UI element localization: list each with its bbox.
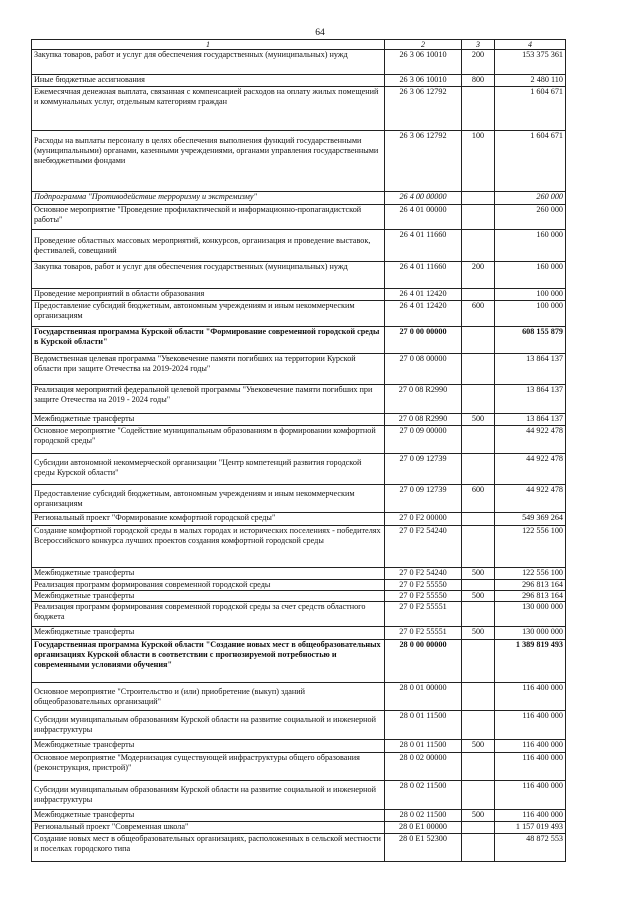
row-expense-type xyxy=(462,327,495,354)
row-expense-type xyxy=(462,526,495,568)
row-amount: 116 400 000 xyxy=(495,711,566,740)
column-number: 2 xyxy=(385,40,462,50)
table-row xyxy=(32,192,566,205)
row-code: 27 0 F2 55550 xyxy=(385,591,462,602)
column-number-row xyxy=(32,40,566,50)
row-amount: 44 922 478 xyxy=(495,454,566,485)
row-name: Проведение областных массовых мероприятий, конкурсов, организация и проведение выставок, фестивалей, совещаний xyxy=(32,230,385,262)
row-name: Субсидии муниципальным образованиям Курской области на развитие социальной и инженерной инфраструктуры xyxy=(32,781,385,810)
row-amount: 130 000 000 xyxy=(495,602,566,627)
table-row xyxy=(32,289,566,301)
row-expense-type xyxy=(462,711,495,740)
row-expense-type xyxy=(462,192,495,205)
row-name: Реализация мероприятий федеральной целевой программы "Увековечение памяти погибших при защите Отечества на 2019 - 2024 годы" xyxy=(32,385,385,414)
row-name: Ежемесячная денежная выплата, связанная с компенсацией расходов на оплату жилых помещений и коммунальных услуг, отдельным категориям граждан xyxy=(32,87,385,131)
row-amount: 13 864 137 xyxy=(495,385,566,414)
row-amount: 100 000 xyxy=(495,301,566,327)
row-amount: 153 375 361 xyxy=(495,50,566,75)
table-row xyxy=(32,301,566,327)
row-amount: 116 400 000 xyxy=(495,810,566,822)
table-row xyxy=(32,131,566,192)
table-row xyxy=(32,627,566,640)
table-row xyxy=(32,454,566,485)
row-expense-type: 600 xyxy=(462,485,495,513)
table-row xyxy=(32,640,566,683)
row-amount: 116 400 000 xyxy=(495,781,566,810)
row-name: Расходы на выплаты персоналу в целях обеспечения выполнения функций государственными (муниципальными) органами, казенными учреждениями, органами управления государственными внебюджетными фондами xyxy=(32,131,385,192)
row-name: Субсидии муниципальным образованиям Курской области на развитие социальной и инженерной инфраструктуры xyxy=(32,711,385,740)
row-name: Реализация программ формирования современной городской среды за счет средств областного бюджета xyxy=(32,602,385,627)
table-row xyxy=(32,602,566,627)
row-name: Основное мероприятие "Модернизация существующей инфраструктуры общего образования (реконструкция, пристрой)" xyxy=(32,753,385,781)
row-expense-type xyxy=(462,640,495,683)
row-expense-type xyxy=(462,205,495,230)
row-code: 26 4 01 00000 xyxy=(385,205,462,230)
row-code: 28 0 02 11500 xyxy=(385,810,462,822)
table-row xyxy=(32,810,566,822)
row-expense-type: 100 xyxy=(462,131,495,192)
row-name: Субсидии автономной некоммерческой организации "Центр компетенций развития городской среды Курской области" xyxy=(32,454,385,485)
column-number: 1 xyxy=(32,40,385,50)
page-number: 64 xyxy=(315,28,325,38)
row-code: 28 0 00 00000 xyxy=(385,640,462,683)
row-name: Иные бюджетные ассигнования xyxy=(32,75,385,87)
row-code: 27 0 08 R2990 xyxy=(385,414,462,426)
row-code: 27 0 F2 54240 xyxy=(385,568,462,580)
row-code: 26 3 06 10010 xyxy=(385,50,462,75)
row-amount: 260 000 xyxy=(495,205,566,230)
row-name: Основное мероприятие "Содействие муниципальным образованиям в формировании комфортной городской среды" xyxy=(32,426,385,454)
row-name: Межбюджетные трансферты xyxy=(32,568,385,580)
row-code: 27 0 F2 55550 xyxy=(385,580,462,591)
row-code: 27 0 08 00000 xyxy=(385,354,462,385)
row-expense-type xyxy=(462,426,495,454)
row-expense-type xyxy=(462,230,495,262)
row-name: Предоставление субсидий бюджетным, автономным учреждениям и иным некоммерческим организациям xyxy=(32,301,385,327)
table-row xyxy=(32,834,566,862)
row-code: 27 0 F2 55551 xyxy=(385,602,462,627)
row-code: 28 0 01 00000 xyxy=(385,683,462,711)
table-row xyxy=(32,385,566,414)
row-expense-type: 500 xyxy=(462,591,495,602)
row-expense-type: 500 xyxy=(462,740,495,753)
row-code: 28 0 01 11500 xyxy=(385,711,462,740)
row-code: 28 0 E1 52300 xyxy=(385,834,462,862)
row-name: Межбюджетные трансферты xyxy=(32,810,385,822)
table-row xyxy=(32,354,566,385)
row-expense-type: 500 xyxy=(462,568,495,580)
row-amount: 296 813 164 xyxy=(495,591,566,602)
row-amount: 608 155 879 xyxy=(495,327,566,354)
row-code: 27 0 09 00000 xyxy=(385,426,462,454)
row-code: 26 4 01 12420 xyxy=(385,289,462,301)
row-amount: 122 556 100 xyxy=(495,568,566,580)
row-expense-type xyxy=(462,781,495,810)
row-amount: 549 369 264 xyxy=(495,513,566,526)
row-code: 28 0 02 00000 xyxy=(385,753,462,781)
row-amount: 116 400 000 xyxy=(495,683,566,711)
row-code: 28 0 E1 00000 xyxy=(385,822,462,834)
row-code: 26 3 06 12792 xyxy=(385,87,462,131)
column-number: 4 xyxy=(495,40,566,50)
row-expense-type: 500 xyxy=(462,627,495,640)
table-row xyxy=(32,75,566,87)
row-name: Создание новых мест в общеобразовательных организациях, расположенных в сельской местности и поселках городского типа xyxy=(32,834,385,862)
table-row xyxy=(32,591,566,602)
row-expense-type xyxy=(462,753,495,781)
table-row xyxy=(32,526,566,568)
table-row xyxy=(32,426,566,454)
row-code: 27 0 09 12739 xyxy=(385,454,462,485)
row-code: 27 0 F2 54240 xyxy=(385,526,462,568)
row-expense-type xyxy=(462,513,495,526)
row-expense-type xyxy=(462,87,495,131)
budget-table xyxy=(31,39,566,862)
row-name: Подпрограмма "Противодействие терроризму и экстремизму" xyxy=(32,192,385,205)
row-name: Основное мероприятие "Проведение профилактической и информационно-пропагандистской работы" xyxy=(32,205,385,230)
row-amount: 48 872 553 xyxy=(495,834,566,862)
row-amount: 296 813 164 xyxy=(495,580,566,591)
table-row xyxy=(32,568,566,580)
row-name: Региональный проект "Современная школа" xyxy=(32,822,385,834)
table-row xyxy=(32,822,566,834)
table-row xyxy=(32,740,566,753)
table-row xyxy=(32,485,566,513)
row-name: Межбюджетные трансферты xyxy=(32,414,385,426)
row-name: Закупка товаров, работ и услуг для обеспечения государственных (муниципальных) нужд xyxy=(32,262,385,289)
row-expense-type: 200 xyxy=(462,50,495,75)
row-amount: 2 480 110 xyxy=(495,75,566,87)
row-code: 26 3 06 12792 xyxy=(385,131,462,192)
table-row xyxy=(32,87,566,131)
row-code: 28 0 02 11500 xyxy=(385,781,462,810)
table-row xyxy=(32,753,566,781)
table-row xyxy=(32,50,566,75)
row-name: Основное мероприятие "Строительство и (или) приобретение (выкуп) зданий общеобразовательных организаций" xyxy=(32,683,385,711)
table-row xyxy=(32,327,566,354)
row-code: 26 4 00 00000 xyxy=(385,192,462,205)
row-name: Межбюджетные трансферты xyxy=(32,591,385,602)
table-row xyxy=(32,230,566,262)
row-name: Реализация программ формирования современной городской среды xyxy=(32,580,385,591)
row-expense-type: 500 xyxy=(462,414,495,426)
table-row xyxy=(32,711,566,740)
row-code: 27 0 F2 00000 xyxy=(385,513,462,526)
row-name: Государственная программа Курской области "Формирование современной городской среды в Курской области" xyxy=(32,327,385,354)
row-amount: 1 604 671 xyxy=(495,87,566,131)
row-amount: 122 556 100 xyxy=(495,526,566,568)
row-amount: 1 157 019 493 xyxy=(495,822,566,834)
row-expense-type xyxy=(462,602,495,627)
row-name: Предоставление субсидий бюджетным, автономным учреждениям и иным некоммерческим организациям xyxy=(32,485,385,513)
row-code: 26 4 01 11660 xyxy=(385,262,462,289)
row-expense-type xyxy=(462,454,495,485)
row-amount: 160 000 xyxy=(495,262,566,289)
row-expense-type: 600 xyxy=(462,301,495,327)
row-amount: 116 400 000 xyxy=(495,740,566,753)
row-amount: 44 922 478 xyxy=(495,485,566,513)
row-expense-type xyxy=(462,289,495,301)
row-expense-type xyxy=(462,385,495,414)
column-number: 3 xyxy=(462,40,495,50)
row-amount: 160 000 xyxy=(495,230,566,262)
row-name: Государственная программа Курской области "Создание новых мест в общеобразовательных организациях Курской области в соответствии с прогнозируемой потребностью и современными условиями обучения" xyxy=(32,640,385,683)
row-name: Ведомственная целевая программа "Увековечение памяти погибших на территории Курской области при защите Отечества на 2019-2024 годы" xyxy=(32,354,385,385)
row-amount: 13 864 137 xyxy=(495,354,566,385)
table-row xyxy=(32,580,566,591)
row-code: 27 0 00 00000 xyxy=(385,327,462,354)
row-amount: 1 604 671 xyxy=(495,131,566,192)
row-code: 27 0 09 12739 xyxy=(385,485,462,513)
row-name: Межбюджетные трансферты xyxy=(32,627,385,640)
row-amount: 130 000 000 xyxy=(495,627,566,640)
row-amount: 44 922 478 xyxy=(495,426,566,454)
row-code: 26 4 01 11660 xyxy=(385,230,462,262)
row-amount: 260 000 xyxy=(495,192,566,205)
table-row xyxy=(32,205,566,230)
row-name: Проведение мероприятий в области образования xyxy=(32,289,385,301)
row-expense-type xyxy=(462,683,495,711)
row-expense-type xyxy=(462,822,495,834)
table-row xyxy=(32,262,566,289)
row-code: 27 0 08 R2990 xyxy=(385,385,462,414)
table-row xyxy=(32,781,566,810)
row-amount: 116 400 000 xyxy=(495,753,566,781)
row-amount: 13 864 137 xyxy=(495,414,566,426)
row-expense-type xyxy=(462,580,495,591)
row-expense-type: 800 xyxy=(462,75,495,87)
row-code: 26 4 01 12420 xyxy=(385,301,462,327)
table-row xyxy=(32,513,566,526)
row-name: Региональный проект "Формирование комфортной городской среды" xyxy=(32,513,385,526)
row-name: Межбюджетные трансферты xyxy=(32,740,385,753)
row-code: 28 0 01 11500 xyxy=(385,740,462,753)
table-row xyxy=(32,683,566,711)
row-name: Создание комфортной городской среды в малых городах и исторических поселениях - победителях Всероссийского конкурса лучших проектов создания комфортной городской среды xyxy=(32,526,385,568)
row-name: Закупка товаров, работ и услуг для обеспечения государственных (муниципальных) нужд xyxy=(32,50,385,75)
row-expense-type xyxy=(462,834,495,862)
row-code: 27 0 F2 55551 xyxy=(385,627,462,640)
row-code: 26 3 06 10010 xyxy=(385,75,462,87)
row-amount: 100 000 xyxy=(495,289,566,301)
row-expense-type: 200 xyxy=(462,262,495,289)
row-expense-type xyxy=(462,354,495,385)
table-row xyxy=(32,414,566,426)
row-expense-type: 500 xyxy=(462,810,495,822)
row-amount: 1 389 819 493 xyxy=(495,640,566,683)
